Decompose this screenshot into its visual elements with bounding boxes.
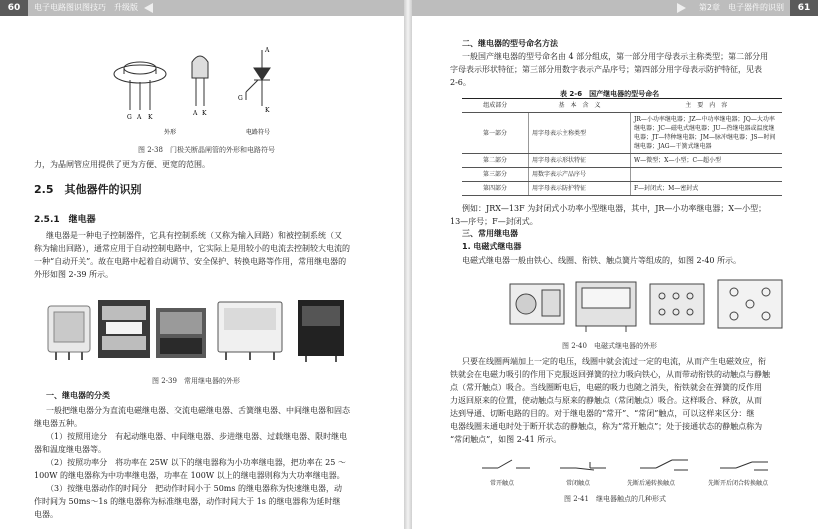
- left-para-1: 力，为晶闸管应用提供了更为方便、更宽的范围。: [34, 160, 210, 169]
- fig238-label-g1: G: [127, 114, 132, 121]
- fig239-caption: 图 2-39 常用继电器的外形: [152, 377, 240, 385]
- table-2-6-caption: 表 2-6 国产继电器的型号命名: [560, 90, 660, 98]
- left-para-6-line3: 电器。: [34, 510, 58, 519]
- normally-closed-contact-icon: [560, 462, 606, 470]
- figure-2-40: [504, 270, 794, 336]
- relay-black-case-icon: [298, 300, 344, 362]
- left-para-3-line1: 一般把继电器分为直流电磁继电器、交流电磁继电器、舌簧继电器、中间继电器和固态: [46, 406, 350, 415]
- right-para-work-line5: 达到导通、切断电路的目的。对于继电器的“常开”、“常闭”触点，可以这样来区分：继: [450, 409, 755, 418]
- left-para-4-line1: （1）按照用途分 有起动继电器、中间继电器、步进继电器、过载继电器、限时继电: [46, 432, 348, 441]
- fig240-caption: 图 2-40 电磁式继电器的外形: [562, 342, 657, 350]
- table-cell: W—微型；X—小型；C—超小型: [631, 154, 783, 168]
- thyristor-package-metal-icon: [114, 62, 166, 110]
- label-normally-closed: 常闭触点: [566, 480, 591, 487]
- heading-classify: 一、继电器的分类: [46, 391, 110, 400]
- em-relay-base-icon: [718, 280, 782, 328]
- table-cell: 第四部分: [462, 182, 529, 196]
- right-para-naming-line1: 一般国产继电器的型号命名由 4 部分组成，第一部分用字母表示主称类型；第二部分用: [462, 52, 769, 61]
- table-2-6: [462, 98, 782, 196]
- left-para-6-line1: （3）按继电器动作的时间分 把动作时间小于 50ms 的继电器称为快速继电器，动: [46, 484, 343, 493]
- left-para-2-line1: 继电器是一种电子控制器件，它具有控制系统（又称为输入回路）和被控制系统（又: [46, 231, 342, 240]
- relay-din-module-icon: [156, 308, 206, 358]
- table-cell: 用字母表示防护特征: [529, 182, 631, 196]
- right-para-example-line2: 13—序号；F—封闭式。: [450, 217, 538, 226]
- right-para-example-line1: 例如：JRX—13F 为封闭式小功率小型继电器，其中，JR—小功率继电器；X—小型；: [462, 204, 767, 213]
- em-relay-open-frame-icon: [510, 284, 564, 324]
- table-row: [462, 168, 782, 182]
- right-page-number: 61: [790, 0, 818, 16]
- table-header-cell: 主 要 内 容: [631, 99, 783, 113]
- figure-2-38: [100, 44, 300, 144]
- right-para-work-line3: 点（常开触点）吸合。当线圈断电后，电磁的吸力也随之消失，衔铁就会在弹簧的反作用: [450, 383, 762, 392]
- left-page-number: 60: [0, 0, 28, 16]
- table-header-cell: 基 本 含 义: [529, 99, 631, 113]
- table-cell: 第一部分: [462, 113, 529, 154]
- fig238-label-outline: 外形: [164, 129, 177, 136]
- left-header-arrow-icon: [144, 3, 153, 13]
- heading-electromagnetic: 1. 电磁式继电器: [462, 242, 522, 251]
- subsection-2-5-1-heading: 2.5.1 继电器: [34, 215, 96, 225]
- left-header-bar: [0, 0, 404, 16]
- right-para-work-line2: 铁就会在电磁力吸引的作用下克服返回弹簧的拉力吸向铁心，从而带动衔铁的动触点与静触: [450, 370, 770, 379]
- relay-contactor-icon: [98, 300, 150, 358]
- break-before-make-contact-icon: [640, 460, 688, 470]
- fig238-label-a2: A: [193, 110, 198, 117]
- table-cell: 第三部分: [462, 168, 529, 182]
- table-cell: F—封闭式；M—密封式: [631, 182, 783, 196]
- left-para-4-line2: 器和温度继电器等。: [34, 445, 106, 454]
- left-para-6-line2: 作时间为 50ms～1s 的继电器称为标准继电器，动作时间大于 1s 的继电器称为延时继: [34, 497, 341, 506]
- make-before-break-contact-icon: [720, 462, 768, 470]
- right-para-naming-line2: 字母表示形状特征；第三部分用数字表示产品序号；第四部分用字母表示防护特征，见表: [450, 65, 762, 74]
- left-para-2-line3: 一种“自动开关”。故在电路中起着自动调节、安全保护、转换电路等作用，常用继电器的: [34, 257, 347, 266]
- table-cell: 用字母表示形状特征: [529, 154, 631, 168]
- section-2-5-heading: 2.5 其他器件的识别: [34, 183, 142, 196]
- left-para-5-line2: 100W 的继电器称为中功率继电器，功率在 100W 以上的继电器则称为大功率继电器。: [34, 471, 345, 480]
- normally-open-contact-icon: [482, 460, 530, 468]
- left-para-2-line2: 称为输出回路），通常应用于自动控制电路中，它实际上是用较小的电流去控制较大电流的: [34, 244, 350, 253]
- table-row: [462, 154, 782, 168]
- table-cell: 用字母表示主称类型: [529, 113, 631, 154]
- heading-common-relays: 三、常用继电器: [462, 229, 518, 238]
- fig238-label-a1: A: [137, 114, 142, 121]
- right-para-work-line4: 力返回原来的位置，使动触点与原来的静触点（常闭触点）吸合。这样吸合、释放，从而: [450, 396, 762, 405]
- figure-2-39: [40, 292, 380, 368]
- label-normally-open: 常开触点: [490, 480, 515, 487]
- right-para-work-line7: “常闭触点”，如图 2-41 所示。: [450, 435, 562, 444]
- heading-naming: 二、继电器的型号命名方法: [462, 39, 558, 48]
- table-header-row: [462, 99, 782, 113]
- fig241-caption: 图 2-41 继电器触点的几种形式: [564, 495, 666, 503]
- em-relay-cased-icon: [576, 282, 636, 332]
- fig238-label-k3: K: [265, 107, 270, 114]
- relay-white-case-icon: [218, 302, 282, 360]
- right-page: [412, 0, 818, 529]
- fig238-label-symbol: 电路符号: [246, 129, 271, 136]
- right-para-work-line1: 只要在线圈两端加上一定的电压，线圈中就会流过一定的电流，从而产生电磁效应，衔: [462, 357, 766, 366]
- fig238-label-g3: G: [238, 95, 243, 102]
- em-relay-bottom-pins-icon: [650, 284, 704, 324]
- fig238-caption: 图 2-38 门极关断晶闸管的外形和电路符号: [138, 146, 275, 154]
- left-para-3-line2: 继电器五种。: [34, 419, 82, 428]
- table-row: [462, 113, 782, 154]
- right-header-title: 第2章 电子器件的识别: [698, 3, 784, 12]
- right-para-naming-line3: 2-6。: [450, 78, 471, 87]
- right-para-em: 电磁式继电器一般由铁心、线圈、衔铁、触点簧片等组成的，如图 2-40 所示。: [462, 256, 742, 265]
- label-make-before-break: 先断开后闭合转换触点: [708, 480, 769, 487]
- book-gutter: [404, 0, 412, 529]
- right-header-bar: [412, 0, 818, 16]
- table-header-cell: 组成部分: [462, 99, 529, 113]
- left-header-title: 电子电路图识图技巧 升级版: [34, 3, 138, 12]
- label-break-before-make: 先断后通转换触点: [627, 480, 676, 487]
- table-row: [462, 182, 782, 196]
- fig238-label-a3: A: [265, 47, 270, 54]
- left-page: [0, 0, 404, 529]
- table-cell: JR—小功率继电器；JZ—中功率继电器；JQ—大功率继电器；JC—磁电式继电器；JU—热继电器或温度继电器；JT—特种继电器；JM—脉冲继电器；JS—时间继电器；JAG—干簧式继电器: [631, 113, 783, 154]
- left-para-2-line4: 外形如图 2-39 所示。: [34, 270, 114, 279]
- fig238-label-k1: K: [148, 114, 153, 121]
- table-cell: 用数字表示产品序号: [529, 168, 631, 182]
- left-para-5-line1: （2）按照功率分 将功率在 25W 以下的继电器称为小功率继电器，把功率在 25 ～: [46, 458, 346, 467]
- right-header-arrow-icon: [677, 3, 686, 13]
- table-cell: 第二部分: [462, 154, 529, 168]
- table-cell: [631, 168, 783, 182]
- thyristor-package-plastic-icon: [192, 56, 208, 106]
- right-para-work-line6: 电器线圈未通电时处于断开状态的静触点，称为“常开触点”；处于接通状态的静触点称为: [450, 422, 763, 431]
- relay-clear-case-icon: [48, 306, 90, 360]
- gto-thyristor-symbol-icon: [246, 50, 270, 106]
- fig238-label-k2: K: [202, 110, 207, 117]
